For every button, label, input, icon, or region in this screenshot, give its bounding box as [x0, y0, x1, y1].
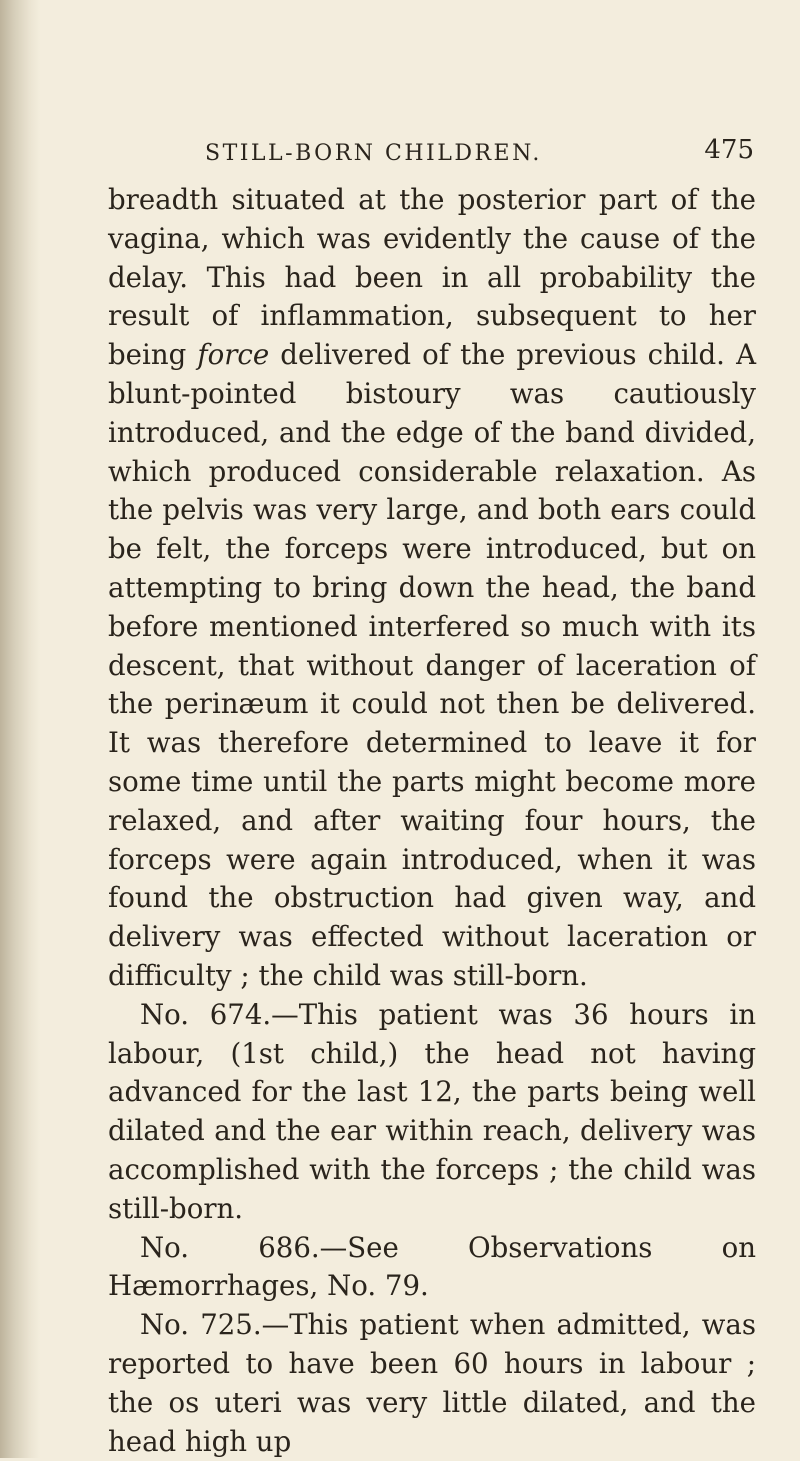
case-paragraph-674: No. 674.—This patient was 36 hours in labour, (1st child,) the head not having advanced for the last 12, the parts being well dilated and the ear within reach, delivery was accomplished with the forceps ; the child was still-born. [108, 997, 756, 1225]
case-paragraph-686: No. 686.—See Observations on Hæmorrhages, No. 79. [108, 1230, 756, 1303]
book-page [108, 135, 756, 1461]
paragraph-text: delivered of the previous child. A blunt-pointed bistoury was cautiously introduced, and the edge of the band divided, which produced considerable relaxation. As the pelvis was very large, and both ears could be felt, the forceps were introduced, but on attempting to bring down the head, the band before mentioned interfered so much with its descent, that without danger of laceration of the perinæum it could not then be delivered. It was therefore determined to leave it for some time until the parts might become more relaxed, and after waiting four hours, the forceps were again introduced, when it was found the obstruction had given way, and delivery was effected without laceration or difficulty ; the child was still-born. [108, 338, 756, 992]
running-title: STILL-BORN CHILDREN. [205, 141, 542, 166]
paragraph-text: breadth situated at the posterior part of the vagina, which was evidently the cause of the delay. This had been in all probability the result of inflammation, subsequent to her being [108, 183, 756, 372]
page-number: 475 [704, 135, 754, 165]
paragraph-continuation [108, 181, 756, 996]
running-header [108, 135, 756, 171]
page-gutter-shadow [0, 0, 40, 1458]
italic-word: force [197, 338, 270, 372]
case-paragraph-725: No. 725.—This patient when admitted, was reported to have been 60 hours in labour ; the os uteri was very little dilated, and the head high up [108, 1308, 756, 1458]
body-text [108, 181, 756, 1461]
